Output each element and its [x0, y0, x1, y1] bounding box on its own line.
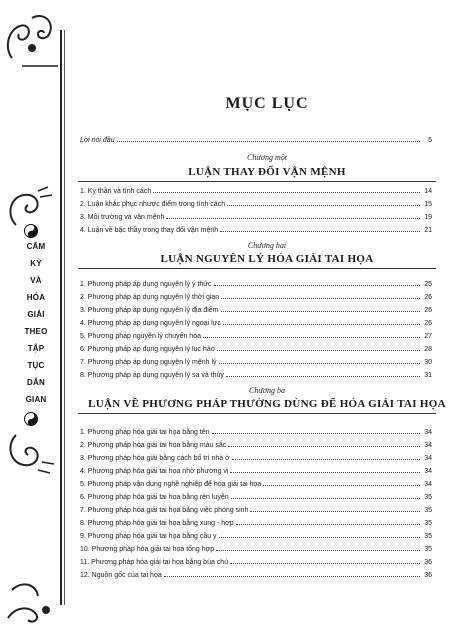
- toc-entry-page: 31: [424, 372, 432, 379]
- dot-leader: [263, 484, 420, 486]
- toc-entry[interactable]: [80, 427, 432, 439]
- bottom-ornament-icon: [2, 570, 58, 625]
- side-title-word: HÓA: [26, 293, 46, 302]
- toc-entry-label: 2. Phương pháp áp dụng nguyên lý thời gian: [80, 294, 220, 301]
- yin-yang-icon: [24, 412, 38, 426]
- dot-leader: [117, 140, 420, 142]
- yin-yang-icon: [24, 224, 38, 238]
- toc-entry[interactable]: [80, 531, 432, 543]
- toc-entry-label: 3. Môi trường và vận mệnh: [80, 214, 165, 221]
- toc-entry[interactable]: [80, 225, 432, 237]
- toc-entry-label: 5. Phương pháp vận dụng nghề nghiệp để hóa giải tai họa: [80, 481, 262, 488]
- toc-entry-label: Lời nói đầu: [80, 137, 115, 144]
- toc-entry-label: 1. Phương pháp hóa giải tai họa bằng tên: [80, 429, 210, 436]
- dot-leader: [227, 204, 420, 206]
- toc-entry-page: 26: [424, 307, 432, 314]
- toc-entry-page: 35: [424, 546, 432, 553]
- toc-entry-page: 34: [424, 481, 432, 488]
- toc-entry[interactable]: [80, 305, 432, 317]
- toc-entry[interactable]: [80, 557, 432, 569]
- dot-leader: [203, 336, 420, 338]
- toc-entry-label: 3. Phương pháp hóa giải bằng cách bố trí nhà ở: [80, 455, 230, 462]
- toc-entry[interactable]: [80, 492, 432, 504]
- side-title: [16, 238, 56, 408]
- decorative-border: [0, 0, 68, 627]
- toc-entry-page: 26: [424, 294, 432, 301]
- border-line-inner: [64, 30, 65, 605]
- toc-entry-page: 35: [424, 533, 432, 540]
- toc-entry-label: 2. Phương pháp hóa giải tai họa bằng màu sắc: [80, 442, 227, 449]
- dot-leader: [166, 217, 420, 219]
- dot-leader: [250, 510, 420, 512]
- toc-entry-label: 5. Phương pháp nguyên lý chuyển hóa: [80, 333, 201, 340]
- dot-leader: [230, 471, 420, 473]
- dot-leader: [220, 230, 420, 232]
- toc-entry[interactable]: [80, 186, 432, 198]
- dot-leader: [216, 549, 420, 551]
- dot-leader: [219, 362, 420, 364]
- toc-entry-label: 6. Phương pháp hóa giải tai họa bằng rèn luyện: [80, 494, 229, 501]
- toc-entry[interactable]: [80, 370, 432, 382]
- toc-entry-page: 30: [424, 359, 432, 366]
- toc-entry-page: 36: [424, 559, 432, 566]
- side-title-word: KỲ: [30, 259, 42, 268]
- side-title-word: VÀ: [30, 276, 42, 285]
- chapter-label: Chương hai: [247, 241, 287, 250]
- toc-entry-page: 21: [424, 227, 432, 234]
- toc-entry-label: 8. Phương pháp áp dụng nguyên lý sa và thủy: [80, 372, 224, 379]
- side-title-word: TẬP: [27, 344, 45, 353]
- toc-entry-label: 10. Phương pháp hóa giải tai họa tổng hợp: [80, 546, 215, 553]
- divider: [78, 181, 436, 182]
- chapter-title: LUẬN THAY ĐỔI VẬN MỆNH: [188, 166, 346, 178]
- chapter-label: Chương một: [247, 153, 287, 162]
- toc-entry-intro[interactable]: [80, 135, 432, 147]
- toc-entry[interactable]: [80, 357, 432, 369]
- dot-leader: [164, 575, 420, 577]
- toc-entry[interactable]: [80, 544, 432, 556]
- toc-entry-page: 35: [424, 507, 432, 514]
- toc-entry[interactable]: [80, 505, 432, 517]
- toc-entry-page: 26: [424, 320, 432, 327]
- side-title-word: DÂN: [27, 378, 45, 387]
- side-title-word: GIAN: [25, 395, 47, 404]
- dot-leader: [230, 562, 420, 564]
- toc-entry-page: 34: [424, 442, 432, 449]
- toc-entry-label: 4. Phương pháp áp dụng nguyên lý ngoại lực: [80, 320, 221, 327]
- toc-entry[interactable]: [80, 344, 432, 356]
- top-ornament-icon: [2, 8, 58, 68]
- dot-leader: [223, 323, 420, 325]
- side-title-word: GIẢI: [27, 310, 45, 319]
- toc-entry[interactable]: [80, 279, 432, 291]
- dot-leader: [232, 458, 420, 460]
- toc-entry-page: 5: [428, 137, 432, 144]
- toc-entry[interactable]: [80, 199, 432, 211]
- toc-entry[interactable]: [80, 518, 432, 530]
- toc-entry-page: 27: [424, 333, 432, 340]
- toc-entry[interactable]: [80, 318, 432, 330]
- side-title-word: THEO: [24, 327, 48, 336]
- toc-entry-page: 35: [424, 520, 432, 527]
- toc-entry-label: 7. Phương pháp hóa giải tai họa bằng việc phóng sinh: [80, 507, 249, 514]
- toc-entry[interactable]: [80, 440, 432, 452]
- border-line: [60, 30, 62, 605]
- toc-entry-page: 34: [424, 455, 432, 462]
- toc-entry[interactable]: [80, 212, 432, 224]
- toc-entry-page: 19: [424, 214, 432, 221]
- toc-entry[interactable]: [80, 466, 432, 478]
- toc-entry[interactable]: [80, 453, 432, 465]
- side-title-word: CẨM: [26, 242, 46, 251]
- toc-entry[interactable]: [80, 331, 432, 343]
- toc-entry-label: 12. Nguồn gốc của tai họa: [80, 572, 162, 579]
- chapter-title: LUẬN VỀ PHƯƠNG PHÁP THƯỜNG DÙNG ĐỂ HÓA GIẢI TAI HỌA: [88, 398, 446, 410]
- toc-entry-page: 34: [424, 468, 432, 475]
- toc-entry-page: 34: [424, 429, 432, 436]
- dot-leader: [221, 310, 421, 312]
- toc-entry-label: 1. Phương pháp áp dụng nguyên lý ý thức: [80, 281, 212, 288]
- toc-entry-page: 36: [424, 572, 432, 579]
- dot-leader: [231, 497, 420, 499]
- toc-entry-page: 25: [424, 281, 432, 288]
- toc-entry-label: 8. Phương pháp hóa giải tai họa bằng xung - hợp: [80, 520, 234, 527]
- dot-leader: [214, 284, 421, 286]
- divider: [78, 268, 436, 269]
- dot-leader: [219, 536, 420, 538]
- dot-leader: [212, 432, 420, 434]
- toc-entry-label: 11. Phương pháp hóa giải tai họa bằng bùa chú: [80, 559, 229, 566]
- toc-entry-label: 4. Phương pháp hóa giải tai họa nhờ phương vị: [80, 468, 229, 475]
- chapter-label: Chương ba: [249, 386, 285, 395]
- dragon-ornament-icon: [2, 430, 58, 475]
- dot-leader: [153, 191, 420, 193]
- toc-entry-label: 4. Luận về bậc thầy trong thay đổi vận mệnh: [80, 227, 219, 234]
- toc-entry-label: 6. Phương pháp áp dụng nguyên lý lục hào: [80, 346, 215, 353]
- toc-entry[interactable]: [80, 292, 432, 304]
- toc-entry-label: 2. Luận khắc phục nhược điểm trong tính cách: [80, 201, 226, 208]
- dot-leader: [236, 523, 420, 525]
- toc-entry-label: 3. Phương pháp áp dụng nguyên lý địa điểm: [80, 307, 219, 314]
- dot-leader: [228, 445, 420, 447]
- toc-entry[interactable]: [80, 479, 432, 491]
- divider: [78, 413, 436, 414]
- toc-entry-page: 15: [424, 201, 432, 208]
- dot-leader: [217, 349, 420, 351]
- toc-entry-label: 1. Kỵ thần và tính cách: [80, 188, 152, 195]
- chapter-title: LUẬN NGUYÊN LÝ HÓA GIẢI TAI HỌA: [160, 253, 374, 265]
- toc-entry[interactable]: [80, 570, 432, 582]
- page-title: MỤC LỤC: [225, 95, 309, 112]
- dot-leader: [221, 297, 420, 299]
- toc-entry-label: 7. Phương pháp áp dụng nguyên lý mệnh lý: [80, 359, 217, 366]
- side-title-word: TỤC: [27, 361, 45, 370]
- toc-entry-label: 9. Phương pháp hóa giải tai họa bằng cầu y: [80, 533, 217, 540]
- toc-entry-page: 35: [424, 494, 432, 501]
- toc-entry-page: 14: [424, 188, 432, 195]
- dot-leader: [226, 375, 420, 377]
- toc-entry-page: 28: [424, 346, 432, 353]
